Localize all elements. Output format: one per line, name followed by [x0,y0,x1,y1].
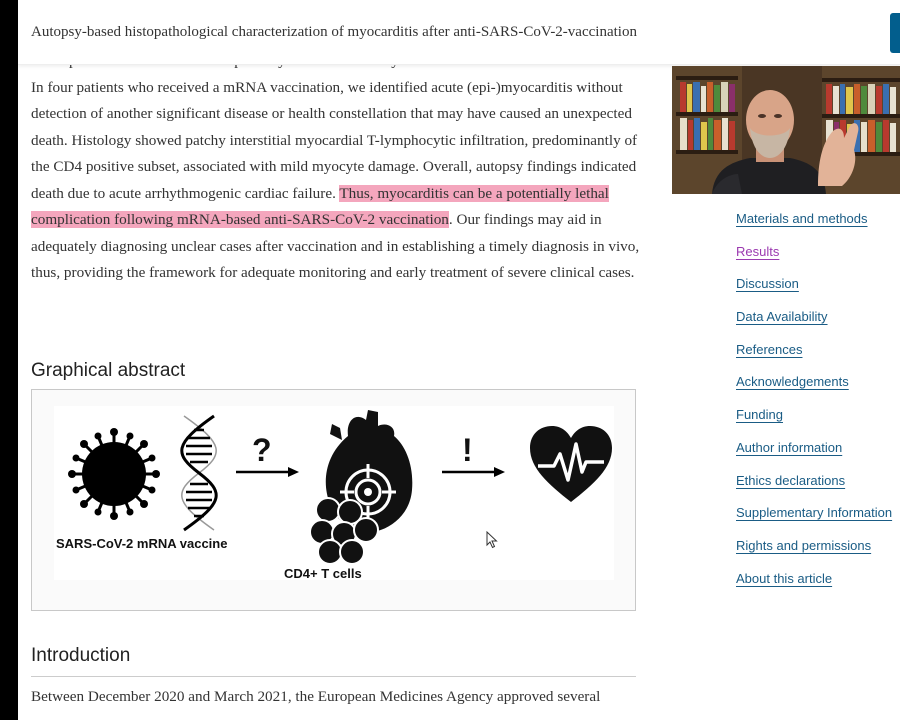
introduction-text: Between December 2020 and March 2021, the European Medicines Agency approved several [31,688,601,705]
toc-item-author-information [736,432,892,465]
toc-link[interactable]: Acknowledgements [736,374,849,390]
toc-link[interactable]: About this article [736,570,833,586]
toc-link[interactable]: Discussion [736,276,799,292]
toc-item-materials-and-methods [736,203,892,236]
vaccine-label: SARS-CoV-2 mRNA vaccine [56,536,228,551]
graphical-abstract-image [54,406,614,580]
mouse-cursor-icon [486,531,498,549]
arrow-right-icon [442,466,506,478]
abstract-text [31,48,641,287]
sticky-article-header [18,0,900,65]
graphical-abstract-heading: Graphical abstract [31,360,186,381]
toc-item-rights-and-permissions [736,530,892,563]
cd4-label: CD4+ T cells [284,566,362,581]
toc-item-data-availability [736,301,892,334]
divider [31,676,636,677]
toc-link[interactable]: References [736,341,803,357]
toc-item-funding [736,399,892,432]
question-mark: ? [252,432,272,468]
graphical-abstract-figure[interactable] [31,389,636,611]
toc-link[interactable]: Rights and permissions [736,537,872,553]
toc-link[interactable]: Funding [736,407,783,423]
toc-item-discussion [736,268,892,301]
arrow-right-icon [236,466,300,478]
toc-link[interactable]: Author information [736,439,843,455]
toc-link[interactable]: Data Availability [736,309,828,325]
abstract-tail: . Our findings may aid in adequately diagnosing unclear cases after vaccination and in establishing a timely diagnosis in vivo, thus, providing the framework for adequate monitoring and early treatment of severe clinical cases. [31,211,640,281]
highlighted-sentence: Thus, myocarditis can be a potentially lethal complication following mRNA-based anti-SARS-CoV-2 vaccination [31,184,609,228]
toc-item-about-this-article [736,563,892,596]
table-of-contents [736,203,892,595]
toc-link[interactable]: Results [736,243,780,259]
toc-link[interactable]: Materials and methods [736,211,868,226]
heart-target-icon [294,406,434,566]
toc-item-ethics-declarations [736,465,892,498]
article-title: Autopsy-based histopathological characterization of myocarditis after anti-SARS-CoV-2-vaccination [31,24,637,40]
heart-pulse-icon [528,424,614,504]
webcam-video-frame [672,66,900,194]
mrna-strand-icon [174,414,224,532]
introduction-heading: Introduction [31,645,131,666]
exclamation-mark: ! [462,432,473,468]
toc-item-supplementary-information [736,497,892,530]
toc-item-acknowledgements [736,366,892,399]
virus-icon [66,426,162,522]
toc-item-results [736,236,892,269]
toc-link[interactable]: Ethics declarations [736,472,846,488]
article-page [18,0,900,720]
webcam-overlay [672,66,900,194]
toc-item-references [736,334,892,367]
download-pdf-button[interactable] [890,13,900,53]
abstract-lead: In four patients who received a mRNA vaccination, we identified acute (epi-)myocarditis without detection of another significant disease or health constellation that may have caused an unexpected death. Histology showed patchy interstitial myocardial T-lymphocytic infiltration, predominantly of the CD4 positive subset, associated with mild myocyte damage. Overall, autopsy findings indicated death due to acute arrhythmogenic cardiac failure. [31,78,638,202]
toc-link[interactable]: Supplementary Information [736,505,893,521]
